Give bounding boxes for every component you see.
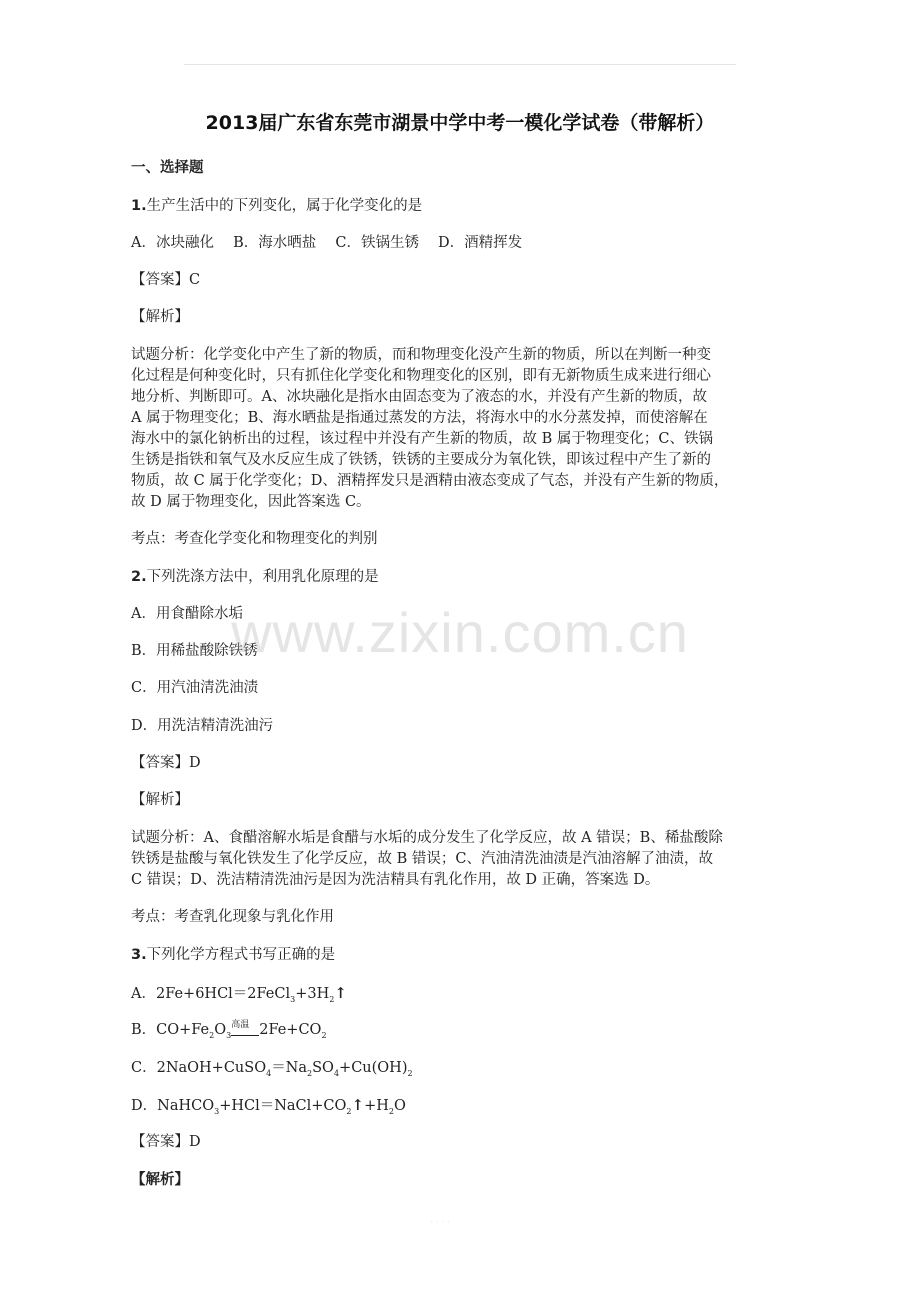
formula-part: O (214, 1022, 227, 1038)
question-3-option-b (131, 1020, 327, 1042)
reaction-condition-text: 高温 (231, 1020, 250, 1030)
formula-part: O (393, 1098, 406, 1114)
formula-part: SO (312, 1060, 334, 1076)
analysis-line: 试题分析：化学变化中产生了新的物质，而和物理变化没产生新的物质，所以在判断一种变 (131, 347, 711, 363)
analysis-line: 地分析、判断即可。A、冰块融化是指水由固态变为了液态的水，并没有产生新的物质，故 (131, 389, 707, 405)
analysis-line: 生锈是指铁和氧气及水反应生成了铁锈，铁锈的主要成分为氧化铁，即该过程中产生了新的 (131, 452, 711, 468)
formula-subscript: 4 (266, 1069, 272, 1078)
page-title: 2013届广东省东莞市湖景中学中考一模化学试卷（带解析） (205, 112, 715, 134)
analysis-line: 化过程是何种变化时，只有抓住化学变化和物理变化的区别，即有无新物质生成来进行细心 (131, 368, 711, 384)
formula-subscript: 3 (290, 995, 296, 1004)
formula-part: +3H (295, 986, 330, 1002)
analysis-line: 物质，故 C 属于化学变化；D、酒精挥发只是酒精由液态变成了气态，并没有产生新的物质， (131, 473, 729, 489)
question-3-option-c (131, 1058, 413, 1080)
question-2-point: 考点：考查乳化现象与乳化作用 (131, 909, 334, 925)
formula-subscript: 3 (214, 1107, 220, 1116)
question-2-answer: 【答案】D (131, 755, 201, 771)
section-heading: 一、选择题 (131, 160, 204, 176)
formula-part: ＝Na (271, 1060, 308, 1076)
formula-subscript: 2 (407, 1069, 413, 1078)
question-3-option-d (131, 1095, 406, 1118)
question-2-option-b: B．用稀盐酸除铁锈 (131, 643, 258, 659)
formula-subscript: 2 (321, 1031, 327, 1040)
question-1-analysis-label: 【解析】 (131, 309, 189, 325)
formula-part: +HCl＝NaCl+CO (219, 1098, 347, 1114)
formula-subscript: 2 (388, 1107, 394, 1116)
question-2-text: 下列洗涤方法中，利用乳化原理的是 (146, 569, 379, 585)
analysis-line: 海水中的氯化钠析出的过程，该过程中并没有产生新的物质，故 B 属于物理变化；C、铁锅 (131, 431, 713, 447)
question-2-analysis-label: 【解析】 (131, 792, 189, 808)
formula-part: C．2NaOH+CuSO (131, 1060, 267, 1076)
header-rule (184, 64, 736, 65)
formula-subscript: 2 (329, 995, 335, 1004)
formula-part: 2Fe+CO (259, 1022, 322, 1038)
question-1-number: 1. (131, 198, 147, 214)
formula-subscript: 3 (226, 1031, 232, 1040)
watermark: www.zixin.com.cn (231, 601, 689, 664)
analysis-line: A 属于物理变化；B、海水晒盐是指通过蒸发的方法，将海水中的水分蒸发掉，而使溶解在 (131, 410, 708, 426)
question-3-option-a (131, 983, 347, 1006)
question-3-text: 下列化学方程式书写正确的是 (146, 947, 336, 963)
question-1-text: 生产生活中的下列变化，属于化学变化的是 (146, 198, 423, 214)
question-2-analysis (131, 828, 811, 891)
question-1-answer: 【答案】C (131, 272, 201, 288)
question-2-option-d: D．用洗洁精清洗油污 (131, 718, 274, 734)
formula-part: D．NaHCO (131, 1098, 215, 1114)
formula-subscript: 2 (209, 1031, 215, 1040)
question-1-analysis (131, 345, 811, 513)
reaction-condition (231, 1020, 259, 1040)
formula-part: +Cu(OH) (339, 1060, 408, 1076)
question-3-answer: 【答案】D (131, 1134, 201, 1150)
question-2-option-c: C．用汽油清洗油渍 (131, 680, 259, 696)
formula-part: B．CO+Fe (131, 1022, 210, 1038)
formula-subscript: 2 (307, 1069, 313, 1078)
question-3 (131, 945, 335, 965)
analysis-line: C 错误；D、洗洁精清洗油污是因为洗洁精具有乳化作用，故 D 正确，答案选 D。 (131, 872, 660, 888)
formula-part: A．2Fe+6HCl＝2FeCl (131, 986, 291, 1002)
formula-subscript: 2 (346, 1107, 352, 1116)
formula-part: +H (364, 1098, 389, 1114)
question-1-options: A．冰块融化 B．海水晒盐 C．铁锅生锈 D．酒精挥发 (131, 235, 523, 251)
footer-mark: · · · · (430, 1218, 451, 1228)
analysis-line: 铁锈是盐酸与氧化铁发生了化学反应，故 B 错误；C、汽油清洗油渍是汽油溶解了油渍，故 (131, 851, 713, 867)
question-2 (131, 567, 379, 587)
question-2-option-a: A．用食醋除水垢 (131, 606, 243, 622)
formula-subscript: 4 (333, 1069, 340, 1078)
question-3-analysis-label: 【解析】 (131, 1172, 189, 1188)
analysis-line: 试题分析：A、食醋溶解水垢是食醋与水垢的成分发生了化学反应，故 A 错误；B、稀盐酸除 (131, 830, 723, 846)
gas-arrow-icon: ↑ (351, 1096, 365, 1114)
question-2-number: 2. (131, 569, 147, 585)
question-1 (131, 196, 422, 216)
question-1-point: 考点：考查化学变化和物理变化的判别 (131, 531, 378, 547)
question-3-number: 3. (131, 947, 147, 963)
gas-arrow-icon: ↑ (334, 984, 347, 1002)
analysis-line: 故 D 属于物理变化，因此答案选 C。 (131, 494, 371, 510)
